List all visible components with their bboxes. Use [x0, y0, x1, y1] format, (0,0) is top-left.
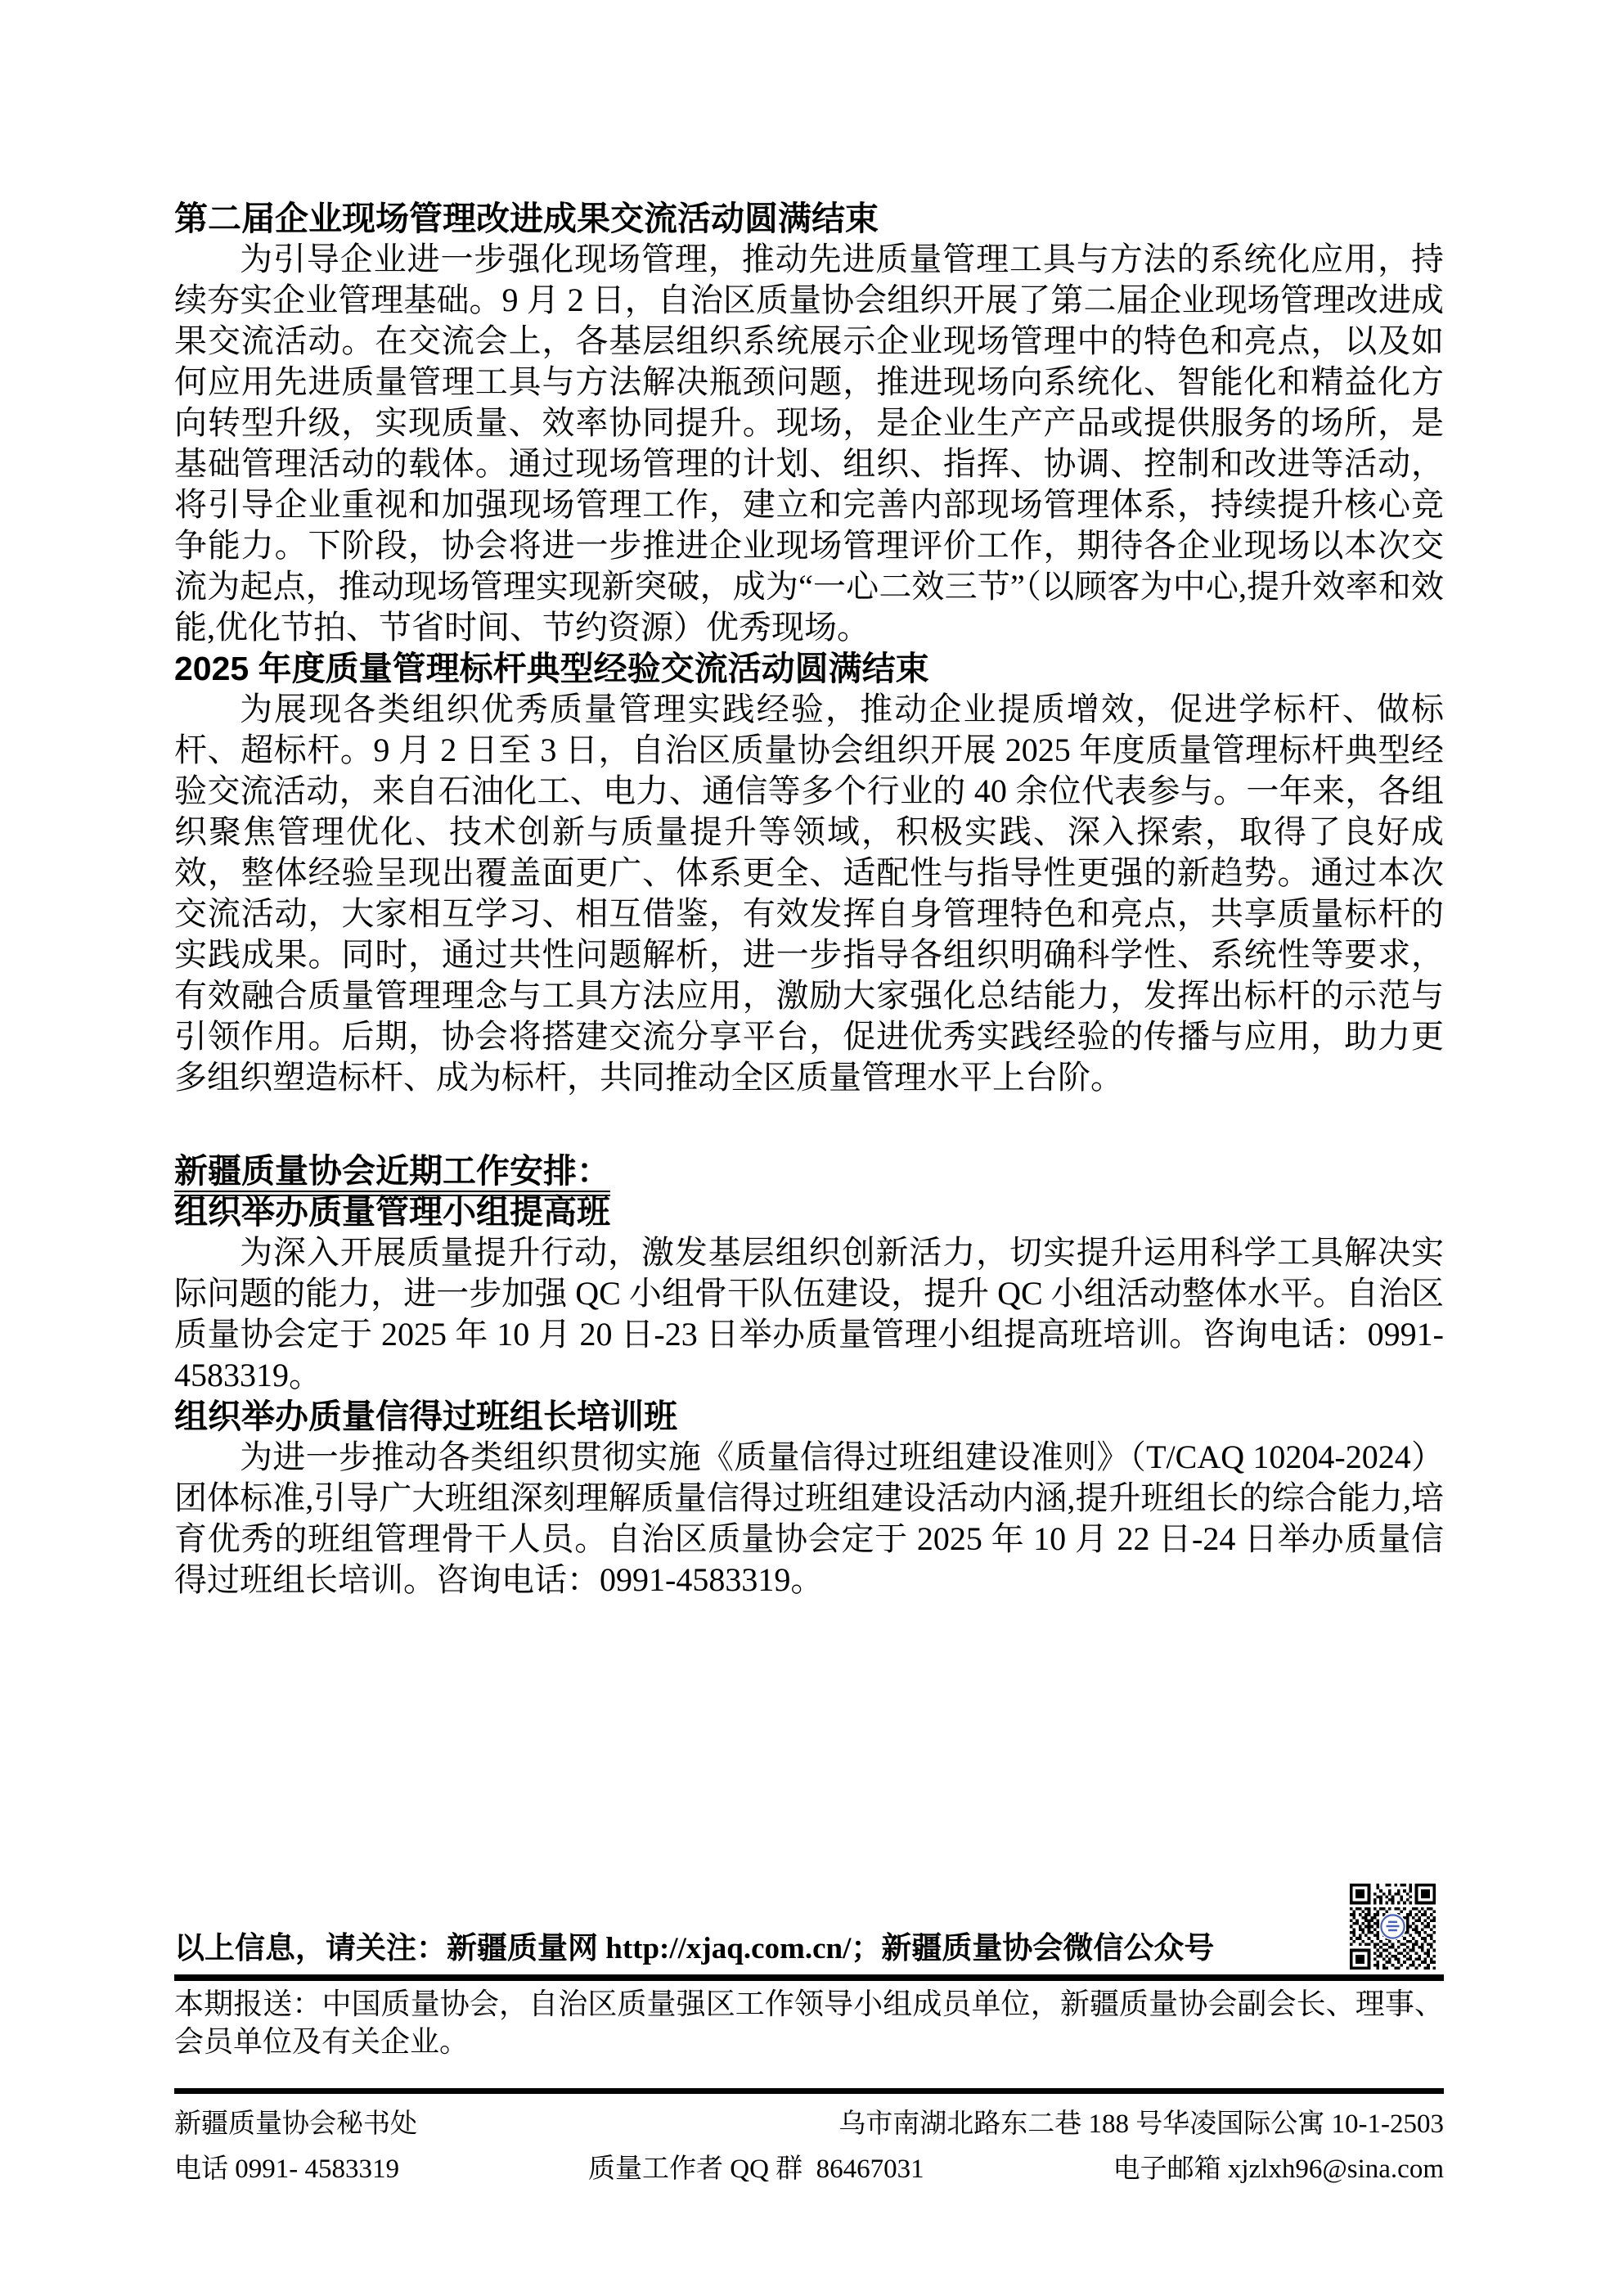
page-content	[174, 0, 1444, 2186]
schedule-item-2-body: 为进一步推动各类组织贯彻实施《质量信得过班组建设准则》（T/CAQ 10204-2024）团体标准,引导广大班组深刻理解质量信得过班组建设活动内涵,提升班组长的综合能力,培育优秀的班组管理骨干人员。自治区质量协会定于 2025 年 10 月 22 日-24 日举办质量信得过班组长培训。咨询电话：0991-4583319。	[174, 1438, 1444, 1598]
footer-phone: 电话 0991- 4583319	[174, 2154, 399, 2184]
article-1-body: 为引导企业进一步强化现场管理，推动先进质量管理工具与方法的系统化应用，持续夯实企业管理基础。9 月 2 日，自治区质量协会组织开展了第二届企业现场管理改进成果交流活动。在交流会上，各基层组织系统展示企业现场管理中的特色和亮点，以及如何应用先进质量管理工具与方法解决瓶颈问题，推进现场向系统化、智能化和精益化方向转型升级，实现质量、效率协同提升。现场，是企业生产产品或提供服务的场所，是基础管理活动的载体。通过现场管理的计划、组织、指挥、协调、控制和改进等活动，将引导企业重视和加强现场管理工作，建立和完善内部现场管理体系，持续提升核心竞争能力。下阶段，协会将进一步推进企业现场管理评价工作，期待各企业现场以本次交流为起点，推动现场管理实现新突破，成为“一心二效三节”（以顾客为中心,提升效率和效能,优化节拍、节省时间、节约资源）优秀现场。	[174, 241, 1444, 646]
article-2-title: 2025 年度质量管理标杆典型经验交流活动圆满结束	[174, 650, 929, 687]
qrcode-svg	[1350, 1884, 1436, 1970]
schedule-heading	[174, 1150, 1444, 1191]
follow-notice	[174, 1931, 1444, 1967]
schedule-heading-text: 新疆质量协会近期工作安排：	[174, 1152, 610, 1196]
footer-qq-group: 质量工作者 QQ 群 86467031	[587, 2154, 924, 2184]
distribution-note: 本期报送：中国质量协会，自治区质量强区工作领导小组成员单位，新疆质量协会副会长、理事、会员单位及有关企业。	[174, 1988, 1444, 2058]
article-2-body: 为展现各类组织优秀质量管理实践经验，推动企业提质增效，促进学标杆、做标杆、超标杆。9 月 2 日至 3 日，自治区质量协会组织开展 2025 年度质量管理标杆典型经验交流活动，来自石油化工、电力、通信等多个行业的 40 余位代表参与。一年来，各组织聚焦管理优化、技术创新与质量提升等领域，积极实践、深入探索，取得了良好成效，整体经验呈现出覆盖面更广、体系更全、适配性与指导性更强的新趋势。通过本次交流活动，大家相互学习、相互借鉴，有效发挥自身管理特色和亮点，共享质量标杆的实践成果。同时，通过共性问题解析，进一步指导各组织明确科学性、系统性等要求，有效融合质量管理理念与工具方法应用，激励大家强化总结能力，发挥出标杆的示范与引领作用。后期，协会将搭建交流分享平台，促进优秀实践经验的传播与应用，助力更多组织塑造标杆、成为标杆，共同推动全区质量管理水平上台阶。	[174, 691, 1444, 1096]
website-url[interactable]: http://xjaq.com.cn/	[605, 1932, 852, 1965]
wechat-qrcode-icon	[1350, 1884, 1436, 1970]
schedule-item-2-title: 组织举办质量信得过班组长培训班	[174, 1398, 677, 1435]
footer-row-2	[174, 2152, 1444, 2186]
divider-line-top	[174, 1974, 1444, 1981]
schedule-item-1-body: 为深入开展质量提升行动，激发基层组织创新活力，切实提升运用科学工具解决实际问题的能力，进一步加强 QC 小组骨干队伍建设，提升 QC 小组活动整体水平。自治区质量协会定于 2025 年 10 月 20 日-23 日举办质量管理小组提高班培训。咨询电话：0991-4583319。	[174, 1234, 1444, 1393]
article-1-title: 第二届企业现场管理改进成果交流活动圆满结束	[174, 200, 879, 237]
follow-notice-suffix: ；新疆质量协会微信公众号	[851, 1932, 1215, 1965]
blank-space	[174, 1600, 1444, 1931]
divider-line-bottom	[174, 2088, 1444, 2094]
footer-email: 电子邮箱 xjzlxh96@sina.com	[1113, 2154, 1444, 2184]
follow-notice-prefix: 以上信息，请关注：新疆质量网	[174, 1932, 606, 1965]
footer-office: 新疆质量协会秘书处	[174, 2109, 417, 2139]
footer-address: 乌市南湖北路东二巷 188 号华凌国际公寓 10-1-2503	[838, 2109, 1444, 2139]
footer-row-1	[174, 2107, 1444, 2141]
schedule-item-1-title: 组织举办质量管理小组提高班	[174, 1193, 610, 1231]
